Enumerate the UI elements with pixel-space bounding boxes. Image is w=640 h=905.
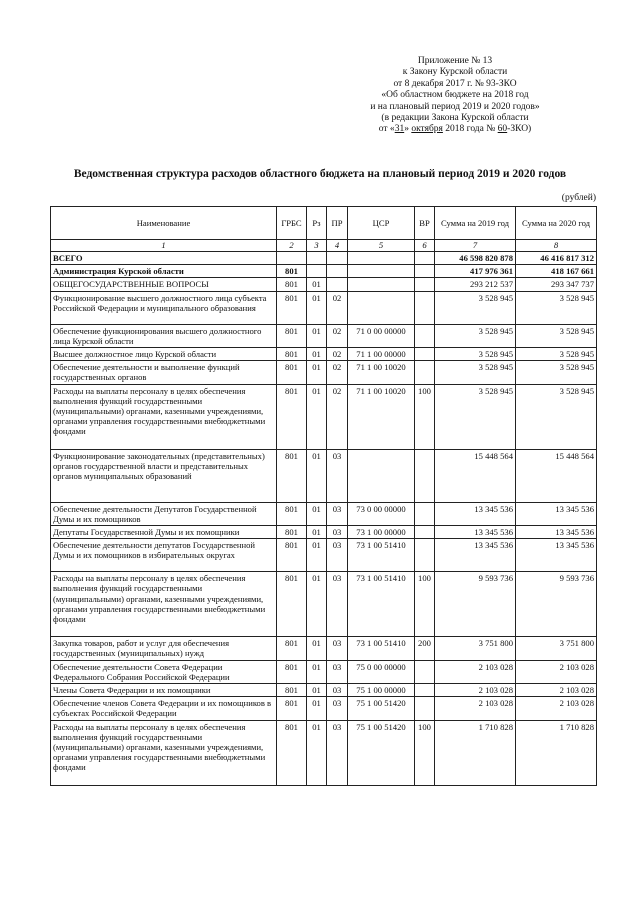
cell-sum-2019: 293 212 537 — [435, 278, 516, 291]
cell-sum-2020: 418 167 661 — [516, 265, 597, 278]
cell-vr — [415, 348, 435, 361]
cell-csr: 71 0 00 00000 — [348, 324, 415, 347]
cell-vr — [415, 697, 435, 720]
table-row — [51, 526, 597, 539]
cell-vr — [415, 526, 435, 539]
cell-rz: 01 — [307, 502, 327, 525]
column-number-row — [51, 240, 597, 252]
table-row — [51, 572, 597, 637]
appendix-line: от 8 декабря 2017 г. № 93-ЗКО — [393, 78, 517, 89]
cell-grbs: 801 — [277, 449, 307, 502]
column-number: 4 — [327, 240, 348, 252]
cell-rz: 01 — [307, 697, 327, 720]
cell-grbs: 801 — [277, 361, 307, 384]
cell-name: Обеспечение деятельности депутатов Государственной Думы и их помощников в избирательных округах — [51, 539, 277, 572]
cell-sum-2020: 2 103 028 — [516, 697, 597, 720]
cell-pr: 03 — [327, 684, 348, 697]
header-sum-2019: Сумма на 2019 год — [435, 207, 516, 240]
cell-rz — [307, 252, 327, 265]
table-row — [51, 361, 597, 384]
cell-rz: 01 — [307, 384, 327, 449]
cell-name: Обеспечение деятельности и выполнение функций государственных органов — [51, 361, 277, 384]
cell-sum-2019: 13 345 536 — [435, 539, 516, 572]
cell-rz: 01 — [307, 637, 327, 660]
table-row — [51, 637, 597, 660]
cell-pr: 03 — [327, 449, 348, 502]
header-rz: Рз — [307, 207, 327, 240]
appendix-line: к Закону Курской области — [402, 67, 508, 78]
cell-rz: 01 — [307, 684, 327, 697]
amendment-month: октября — [411, 124, 443, 135]
cell-vr — [415, 684, 435, 697]
cell-sum-2019: 13 345 536 — [435, 526, 516, 539]
cell-grbs: 801 — [277, 348, 307, 361]
cell-vr — [415, 361, 435, 384]
cell-grbs: 801 — [277, 660, 307, 683]
cell-name: Обеспечение функционирования высшего должностного лица Курской области — [51, 324, 277, 347]
cell-csr: 73 1 00 51410 — [348, 539, 415, 572]
table-row — [51, 660, 597, 683]
cell-name: Расходы на выплаты персоналу в целях обеспечения выполнения функций государственными (муниципальными) органами, казенными учреждениями, органами управления государственными внебюджетными фондами — [51, 572, 277, 637]
cell-pr: 03 — [327, 526, 348, 539]
cell-pr: 02 — [327, 324, 348, 347]
cell-name: Закупка товаров, работ и услуг для обеспечения государственных (муниципальных) нужд — [51, 637, 277, 660]
table-header-row — [51, 207, 597, 240]
cell-grbs: 801 — [277, 324, 307, 347]
table-row — [51, 697, 597, 720]
cell-vr — [415, 660, 435, 683]
cell-sum-2020: 13 345 536 — [516, 502, 597, 525]
cell-grbs: 801 — [277, 526, 307, 539]
cell-vr — [415, 324, 435, 347]
cell-sum-2019: 417 976 361 — [435, 265, 516, 278]
table-row — [51, 684, 597, 697]
cell-sum-2020: 46 416 817 312 — [516, 252, 597, 265]
cell-rz: 01 — [307, 720, 327, 785]
cell-sum-2020: 293 347 737 — [516, 278, 597, 291]
cell-pr: 03 — [327, 697, 348, 720]
cell-pr: 03 — [327, 539, 348, 572]
cell-sum-2019: 3 528 945 — [435, 384, 516, 449]
cell-sum-2020: 13 345 536 — [516, 526, 597, 539]
cell-pr: 03 — [327, 637, 348, 660]
header-vr: ВР — [415, 207, 435, 240]
cell-vr: 200 — [415, 637, 435, 660]
cell-rz: 01 — [307, 449, 327, 502]
table-row — [51, 252, 597, 265]
cell-vr — [415, 502, 435, 525]
cell-rz: 01 — [307, 278, 327, 291]
cell-grbs: 801 — [277, 539, 307, 572]
cell-sum-2019: 46 598 820 878 — [435, 252, 516, 265]
cell-name: Расходы на выплаты персоналу в целях обеспечения выполнения функций государственными (муниципальными) органами, казенными учреждениями, органами управления государственными внебюджетными фондами — [51, 384, 277, 449]
cell-grbs: 801 — [277, 637, 307, 660]
cell-sum-2020: 15 448 564 — [516, 449, 597, 502]
cell-sum-2019: 13 345 536 — [435, 502, 516, 525]
cell-rz: 01 — [307, 539, 327, 572]
cell-rz: 01 — [307, 361, 327, 384]
cell-grbs: 801 — [277, 384, 307, 449]
amendment-number: 60 — [497, 124, 508, 135]
cell-pr — [327, 252, 348, 265]
column-number: 3 — [307, 240, 327, 252]
cell-csr: 71 1 00 00000 — [348, 348, 415, 361]
header-name: Наименование — [51, 207, 277, 240]
cell-vr: 100 — [415, 720, 435, 785]
cell-rz: 01 — [307, 291, 327, 324]
cell-pr: 03 — [327, 572, 348, 637]
appendix-line: Приложение № 13 — [417, 56, 493, 66]
cell-sum-2020: 3 528 945 — [516, 291, 597, 324]
cell-vr — [415, 539, 435, 572]
column-number: 6 — [415, 240, 435, 252]
cell-name: ВСЕГО — [51, 252, 277, 265]
cell-grbs: 801 — [277, 278, 307, 291]
header-pr: ПР — [327, 207, 348, 240]
cell-vr: 100 — [415, 572, 435, 637]
cell-name: Обеспечение деятельности Совета Федерации Федерального Собрания Российской Федерации — [51, 660, 277, 683]
appendix-header — [330, 56, 580, 136]
column-number: 8 — [516, 240, 597, 252]
cell-rz: 01 — [307, 572, 327, 637]
cell-csr: 75 1 00 51420 — [348, 720, 415, 785]
cell-grbs: 801 — [277, 291, 307, 324]
cell-sum-2019: 15 448 564 — [435, 449, 516, 502]
cell-sum-2019: 3 528 945 — [435, 291, 516, 324]
table-row — [51, 278, 597, 291]
appendix-line: и на плановый период 2019 и 2020 годов» — [370, 101, 540, 112]
cell-csr — [348, 449, 415, 502]
cell-rz: 01 — [307, 324, 327, 347]
cell-rz: 01 — [307, 348, 327, 361]
cell-vr: 100 — [415, 384, 435, 449]
cell-name: Функционирование высшего должностного лица субъекта Российской Федерации и муниципального образования — [51, 291, 277, 324]
appendix-line: (в редакции Закона Курской области — [381, 113, 529, 124]
column-number: 7 — [435, 240, 516, 252]
cell-sum-2020: 3 528 945 — [516, 348, 597, 361]
cell-pr: 03 — [327, 720, 348, 785]
cell-pr: 03 — [327, 660, 348, 683]
appendix-line: «Об областном бюджете на 2018 год — [381, 90, 529, 101]
cell-grbs — [277, 252, 307, 265]
cell-sum-2020: 1 710 828 — [516, 720, 597, 785]
cell-sum-2020: 3 528 945 — [516, 384, 597, 449]
cell-name: Администрация Курской области — [51, 265, 277, 278]
header-csr: ЦСР — [348, 207, 415, 240]
cell-sum-2019: 3 528 945 — [435, 348, 516, 361]
table-row — [51, 384, 597, 449]
cell-vr — [415, 449, 435, 502]
cell-grbs: 801 — [277, 265, 307, 278]
cell-sum-2019: 2 103 028 — [435, 697, 516, 720]
cell-sum-2019: 1 710 828 — [435, 720, 516, 785]
cell-sum-2019: 9 593 736 — [435, 572, 516, 637]
cell-sum-2020: 3 751 800 — [516, 637, 597, 660]
cell-csr: 75 1 00 51420 — [348, 697, 415, 720]
table-row — [51, 265, 597, 278]
cell-csr — [348, 278, 415, 291]
cell-csr — [348, 252, 415, 265]
cell-pr: 03 — [327, 502, 348, 525]
budget-table — [50, 206, 597, 786]
cell-name: Обеспечение членов Совета Федерации и их помощников в субъектах Российской Федерации — [51, 697, 277, 720]
cell-name: Расходы на выплаты персоналу в целях обеспечения выполнения функций государственными (муниципальными) органами, казенными учреждениями, органами управления государственными внебюджетными фондами — [51, 720, 277, 785]
table-row — [51, 291, 597, 324]
cell-csr: 73 1 00 00000 — [348, 526, 415, 539]
cell-sum-2019: 3 528 945 — [435, 324, 516, 347]
document-title: Ведомственная структура расходов областного бюджета на плановый период 2019 и 2020 годов — [73, 168, 567, 180]
cell-vr — [415, 278, 435, 291]
cell-grbs: 801 — [277, 684, 307, 697]
header-sum-2020: Сумма на 2020 год — [516, 207, 597, 240]
amendment-day: 31 — [394, 124, 405, 135]
cell-csr: 73 1 00 51410 — [348, 637, 415, 660]
cell-grbs: 801 — [277, 720, 307, 785]
cell-pr — [327, 265, 348, 278]
cell-rz — [307, 265, 327, 278]
cell-pr: 02 — [327, 384, 348, 449]
table-row — [51, 449, 597, 502]
cell-sum-2019: 2 103 028 — [435, 684, 516, 697]
cell-name: Функционирование законодательных (представительных) органов государственной власти и представительных органов муниципальных образований — [51, 449, 277, 502]
header-grbs: ГРБС — [277, 207, 307, 240]
cell-csr: 71 1 00 10020 — [348, 384, 415, 449]
cell-sum-2020: 3 528 945 — [516, 361, 597, 384]
table-row — [51, 539, 597, 572]
appendix-line-amendment: от «31» октября 2018 года № 60-ЗКО) — [378, 124, 532, 135]
cell-sum-2020: 13 345 536 — [516, 539, 597, 572]
column-number: 1 — [51, 240, 277, 252]
cell-vr — [415, 252, 435, 265]
table-row — [51, 348, 597, 361]
cell-csr: 71 1 00 10020 — [348, 361, 415, 384]
cell-sum-2020: 3 528 945 — [516, 324, 597, 347]
cell-sum-2020: 9 593 736 — [516, 572, 597, 637]
column-number: 5 — [348, 240, 415, 252]
cell-sum-2020: 2 103 028 — [516, 660, 597, 683]
cell-name: Обеспечение деятельности Депутатов Государственной Думы и их помощников — [51, 502, 277, 525]
cell-name: ОБЩЕГОСУДАРСТВЕННЫЕ ВОПРОСЫ — [51, 278, 277, 291]
cell-name: Члены Совета Федерации и их помощники — [51, 684, 277, 697]
units-label: (рублей) — [561, 193, 596, 203]
cell-csr — [348, 265, 415, 278]
cell-pr: 02 — [327, 348, 348, 361]
table-row — [51, 720, 597, 785]
cell-csr: 73 1 00 51410 — [348, 572, 415, 637]
cell-csr: 75 1 00 00000 — [348, 684, 415, 697]
cell-vr — [415, 265, 435, 278]
cell-sum-2019: 3 528 945 — [435, 361, 516, 384]
cell-sum-2019: 3 751 800 — [435, 637, 516, 660]
table-row — [51, 502, 597, 525]
cell-rz: 01 — [307, 660, 327, 683]
cell-name: Депутаты Государственной Думы и их помощники — [51, 526, 277, 539]
cell-rz: 01 — [307, 526, 327, 539]
cell-grbs: 801 — [277, 572, 307, 637]
cell-sum-2019: 2 103 028 — [435, 660, 516, 683]
cell-csr — [348, 291, 415, 324]
cell-grbs: 801 — [277, 502, 307, 525]
cell-grbs: 801 — [277, 697, 307, 720]
cell-pr: 02 — [327, 291, 348, 324]
cell-csr: 73 0 00 00000 — [348, 502, 415, 525]
cell-pr — [327, 278, 348, 291]
cell-pr: 02 — [327, 361, 348, 384]
cell-csr: 75 0 00 00000 — [348, 660, 415, 683]
table-row — [51, 324, 597, 347]
cell-sum-2020: 2 103 028 — [516, 684, 597, 697]
column-number: 2 — [277, 240, 307, 252]
cell-vr — [415, 291, 435, 324]
cell-name: Высшее должностное лицо Курской области — [51, 348, 277, 361]
